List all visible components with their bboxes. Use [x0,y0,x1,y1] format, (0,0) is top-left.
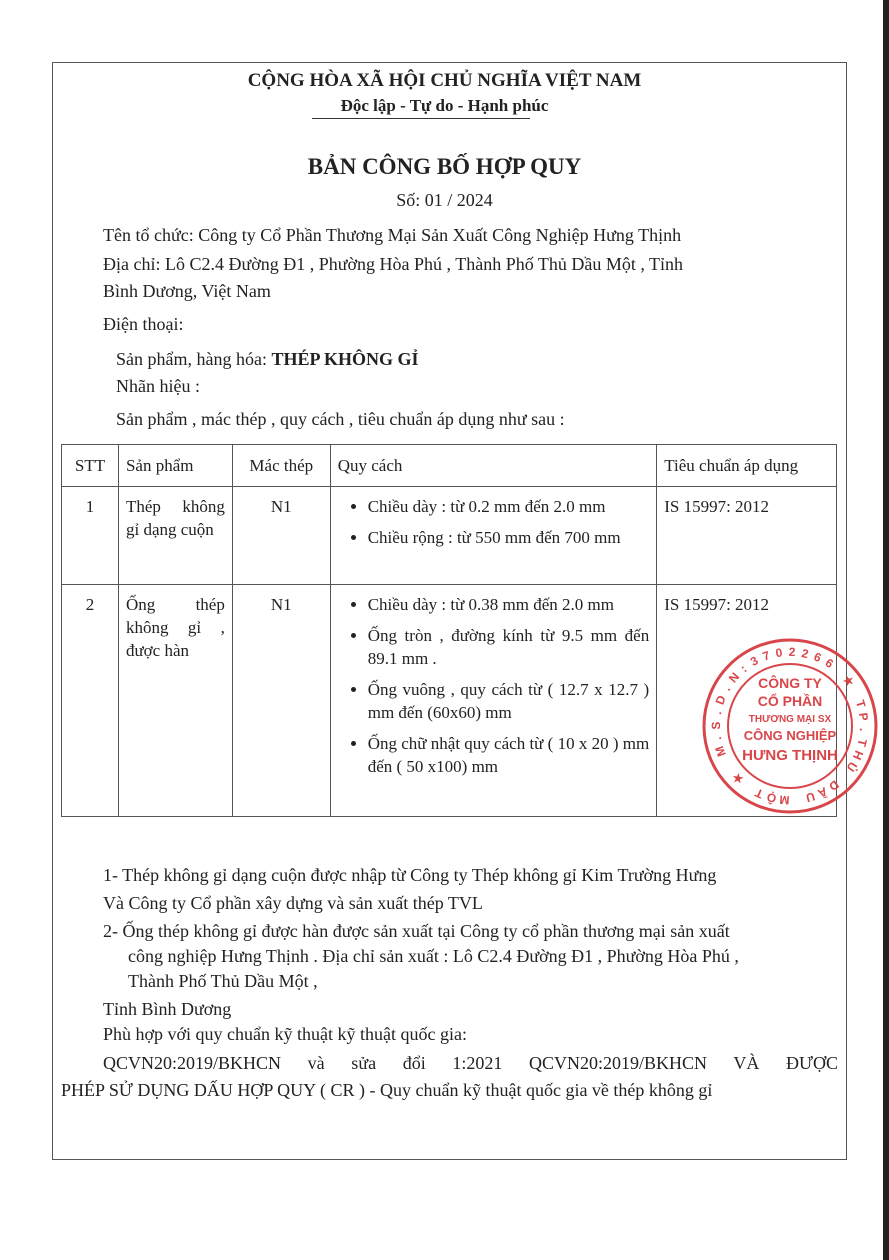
note-1-cont: Và Công ty Cổ phần xây dựng và sản xuất thép TVL [103,893,483,913]
spec-item: • Chiều rộng : từ 550 mm đến 700 mm [368,526,650,549]
seal-line: CỔ PHẦN [757,693,823,709]
spec-cell [330,487,657,585]
seal-ring-char: D [712,693,729,707]
brand-label: Nhãn hiệu : [116,376,200,396]
note-2-cont2: Thành Phố Thủ Dầu Một , [128,971,318,991]
seal-ring-char: 6 [811,649,824,666]
document-title: BẢN CÔNG BỐ HỢP QUY [307,154,582,179]
seal-ring-char: T [854,737,870,748]
org-phone: Điện thoại: [103,314,184,334]
seal-ring-char: Ầ [815,784,830,801]
seal-ring-char: 2 [800,646,810,662]
seal-ring-char: P [855,711,871,722]
product-label: Sản phẩm, hàng hóa: [116,349,272,369]
regulation-line-cont: PHÉP SỬ DỤNG DẤU HỢP QUY ( CR ) - Quy chuẩn kỹ thuật quốc gia về thép không gỉ [61,1080,713,1100]
seal-ring-char: . [719,683,734,694]
spec-item: • Chiều dày : từ 0.38 mm đến 2.0 mm [368,593,650,616]
seal-ring-char: H [849,748,867,762]
spec-item: • Ống tròn , đường kính từ 9.5 mm đến 89.1 mm . [368,624,650,670]
seal-ring-char: M [778,792,791,808]
table-header-row [62,445,837,487]
stt-cell: 2 [62,585,119,817]
regulation-line: QCVN20:2019/BKHCN và sửa đổi 1:2021 QCVN20:2019/BKHCN VÀ ĐƯỢC [103,1053,838,1073]
seal-ring-char: 0 [774,645,784,661]
col-header: Sản phẩm [118,445,232,487]
seal-ring-char: . [709,735,725,742]
seal-ring-char: . [710,709,725,716]
col-header: Tiêu chuẩn áp dụng [657,445,837,487]
company-seal [700,636,880,816]
seal-ring-char: M [712,744,729,759]
standard-cell: IS 15997: 2012 [657,585,837,817]
grade-cell: N1 [232,585,330,817]
seal-ring-char: Ộ [765,789,778,806]
seal-line: THƯƠNG MẠI SX [748,714,832,725]
seal-ring-char: 2 [788,644,796,660]
product-line [116,349,419,370]
note-1: 1- Thép không gỉ dạng cuộn được nhập từ Công ty Thép không gỉ Kim Trường Hưng [103,865,717,885]
seal-ring-char: ★ [839,672,858,690]
seal-outer-ring [704,640,876,812]
col-header: STT [62,445,119,487]
seal-ring-char: T [852,698,869,710]
org-address: Địa chỉ: Lô C2.4 Đường Đ1 , Phường Hòa Phú , Thành Phố Thủ Dầu Một , Tỉnh [103,254,684,274]
product-value: THÉP KHÔNG GỈ [271,349,419,369]
col-header: Mác thép [232,445,330,487]
motto: Độc lập - Tự do - Hạnh phúc [340,96,549,115]
spec-item: • Ống vuông , quy cách từ ( 12.7 x 12.7 ) mm đến (60x60) mm [368,678,650,724]
note-2: 2- Ống thép không gỉ được hàn được sản xuất tại Công ty cổ phần thương mại sản xuất [103,921,730,941]
seal-ring-char: . [856,727,871,732]
standard-cell: IS 15997: 2012 [657,487,837,585]
product-cell: Ống thép không gỉ , được hàn [118,585,232,817]
motto-underline [312,118,530,119]
seal-line: CÔNG NGHIỆP [743,728,837,743]
scan-edge [883,0,889,1260]
seal-ring-char: ★ [729,769,747,788]
seal-ring-char: 7 [760,648,772,664]
seal-line: CÔNG TY [758,675,822,691]
seal-ring-char: D [826,777,842,794]
col-header: Quy cách [330,445,657,487]
org-address-cont: Bình Dương, Việt Nam [103,281,271,301]
spec-item: • Chiều dày : từ 0.2 mm đến 2.0 mm [368,495,650,518]
seal-ring-char: U [804,789,817,806]
seal-ring-text [709,645,871,807]
seal-line: HƯNG THỊNH [742,747,838,764]
grade-cell: N1 [232,487,330,585]
org-name: Tên tổ chức: Công ty Cổ Phần Thương Mại Sản Xuất Công Nghiệp Hưng Thịnh [103,225,682,245]
spec-cell [330,585,657,817]
spec-item: • Ống chữ nhật quy cách từ ( 10 x 20 ) mm đến ( 50 x100) mm [368,732,650,778]
note-2-cont: công nghiệp Hưng Thịnh . Địa chỉ sản xuất : Lô C2.4 Đường Đ1 , Phường Hòa Phú , [128,946,739,966]
country-header: CỘNG HÒA XÃ HỘI CHỦ NGHĨA VIỆT NAM [247,70,642,91]
stt-cell: 1 [62,487,119,585]
seal-ring-char: T [752,785,766,802]
seal-ring-char: S [708,721,724,730]
seal-ring-char: : [737,661,750,676]
product-cell: Thép không gỉ dạng cuộn [118,487,232,585]
document-number: Số: 01 / 2024 [396,190,493,210]
seal-ring-char: N [725,669,743,686]
table-intro: Sản phẩm , mác thép , quy cách , tiêu chuẩn áp dụng như sau : [116,409,565,429]
conformity-text: Phù hợp với quy chuẩn kỹ thuật kỹ thuật quốc gia: [103,1024,467,1044]
province: Tỉnh Bình Dương [103,999,232,1019]
seal-ring-char: 6 [822,655,836,672]
table-row [62,487,837,585]
seal-ring-char: 3 [747,653,761,669]
seal-ring-char: Ủ [843,759,861,775]
